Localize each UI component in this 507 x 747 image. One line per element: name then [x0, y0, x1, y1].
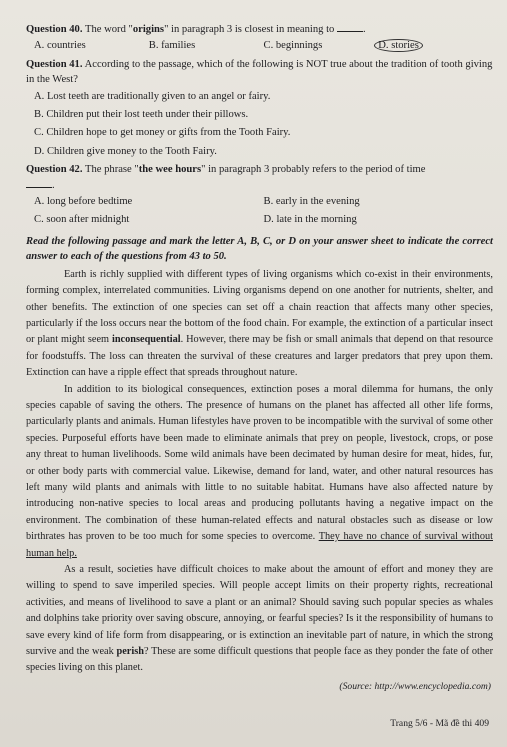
question-41: [26, 57, 493, 88]
option-42-d[interactable]: D. late in the morning: [263, 214, 357, 226]
page-footer: Trang 5/6 - Mã đề thi 409: [390, 717, 489, 729]
question-40-stem-start: The word ": [84, 24, 133, 35]
option-42-a[interactable]: A. long before bedtime: [34, 196, 133, 208]
option-40-c[interactable]: C. beginnings: [263, 40, 323, 52]
question-41-options: [26, 89, 493, 160]
paragraph-2-text: In addition to its biological consequences, extinction poses a moral dilemma for humans, the only species capable of saving the others. The presence of humans on the planet has affected all other life forms, particularly plants and animals. Human lifestyles have proven to be incompatible with the survival of some other species. Purposeful efforts have been made to eliminate animals that prey on people, livestock, crops, or pose any threat to human livelihoods. Some wild animals have been decimated by human desire for meat, hides, fur, or other body parts with commercial value. Likewise, demand for land, water, and other natural resources has left many wild plants and animals with little to no suitable habitat. Humans have also affected nature by introducing non-native species to local areas and producing pollutants having a negative impact on the environment. The combination of these human-related effects and natural obstacles such as disease or low birthrates has proven to be too much for some species to overcome.: [26, 383, 493, 543]
option-42-c[interactable]: C. soon after midnight: [34, 214, 130, 226]
question-40-number: Question 40.: [26, 24, 83, 35]
question-42-options-row-1: [26, 194, 493, 209]
option-40-b[interactable]: B. families: [148, 40, 196, 52]
question-41-number: Question 41.: [26, 58, 83, 70]
question-42-number: Question 42.: [26, 164, 83, 176]
passage-paragraph-1: [26, 267, 493, 382]
answer-blank: [26, 178, 52, 188]
question-42-keyword: the wee hours: [138, 164, 202, 176]
paragraph-3-text-a: As a result, societies have difficult choices to make about the amount of effort and money they are willing to spend to save imperiled species. Will people accept limits on their property rights, recreational activities, and means of livelihood to save a plant or an animal? Should saving such popular species as whales and dolphins take priority over saving obscure, annoying, or fearful species? Is it the responsibility of humans to save every kind of life form from disappearing, or is extinction an inevitable part of nature, in which the strong survive and the weak: [26, 564, 493, 658]
passage-source: (Source: http://www.encyclopedia.com): [339, 680, 491, 692]
answer-blank: [337, 22, 363, 32]
option-40-a[interactable]: A. countries: [34, 40, 86, 52]
paragraph-3-text-b: ? These are some difficult questions that people face as they ponder the fate of other species living on this planet.: [26, 646, 493, 674]
question-40-keyword: origins: [132, 24, 165, 35]
question-42-stem-end: " in paragraph 3 probably refers to the period of time: [201, 164, 426, 176]
option-41-c[interactable]: C. Children hope to get money or gifts from the Tooth Fairy.: [34, 127, 291, 139]
option-41-a[interactable]: A. Lost teeth are traditionally given to an angel or fairy.: [34, 90, 271, 102]
question-41-stem: According to the passage, which of the following is NOT true about the tradition of tooth giving in the West?: [26, 58, 493, 86]
question-42-stem-start: The phrase ": [84, 164, 139, 176]
keyword-inconsequential: inconsequential: [111, 334, 181, 346]
paragraph-1-text-b: . However, there may be fish or small animals that depend on that resource for foodstuffs. The loss can threaten the survival of these creatures and larger predators that prey upon them. Extinction can have a ripple effect that spreads throughout nature.: [26, 334, 494, 379]
option-42-b[interactable]: B. early in the evening: [263, 196, 360, 208]
passage-instruction: Read the following passage and mark the letter A, B, C, or D on your answer sheet to indicate the correct answer to each of the questions from 43 to 50.: [26, 235, 493, 263]
passage-paragraph-3: [26, 562, 493, 677]
option-41-b[interactable]: B. Children put their lost teeth under their pillows.: [34, 109, 249, 121]
passage-paragraph-2: [26, 382, 493, 562]
question-40-stem-end: " in paragraph 3 is closest in meaning to: [164, 24, 335, 35]
paragraph-1-text-a: Earth is richly supplied with different types of living organisms which co-exist in their environments, forming complex, interrelated communities. Living organisms depend on one another for nutrients, shelter, and other benefits. The extinction of one species can set off a chain reaction that affects many other species, particularly if the loss occurs near the bottom of the food chain. For example, the extinction of a particular insect or plant might seem: [26, 268, 493, 346]
question-42: Question 42. The phrase "the wee hours" in paragraph 3 probably refers to the period of time .: [26, 164, 426, 191]
option-40-d[interactable]: [378, 38, 493, 53]
handwritten-circle-mark: D. stories: [374, 39, 423, 52]
underlined-sentence: They have no chance of survival without human help.: [26, 531, 493, 559]
question-40-options: [26, 38, 493, 53]
question-42-options-row-2: [26, 212, 493, 227]
option-41-d[interactable]: D. Children give money to the Tooth Fairy.: [34, 145, 217, 157]
question-40: Question 40. The word "origins" in paragraph 3 is closest in meaning to .: [26, 24, 366, 35]
keyword-perish: perish: [116, 646, 144, 658]
